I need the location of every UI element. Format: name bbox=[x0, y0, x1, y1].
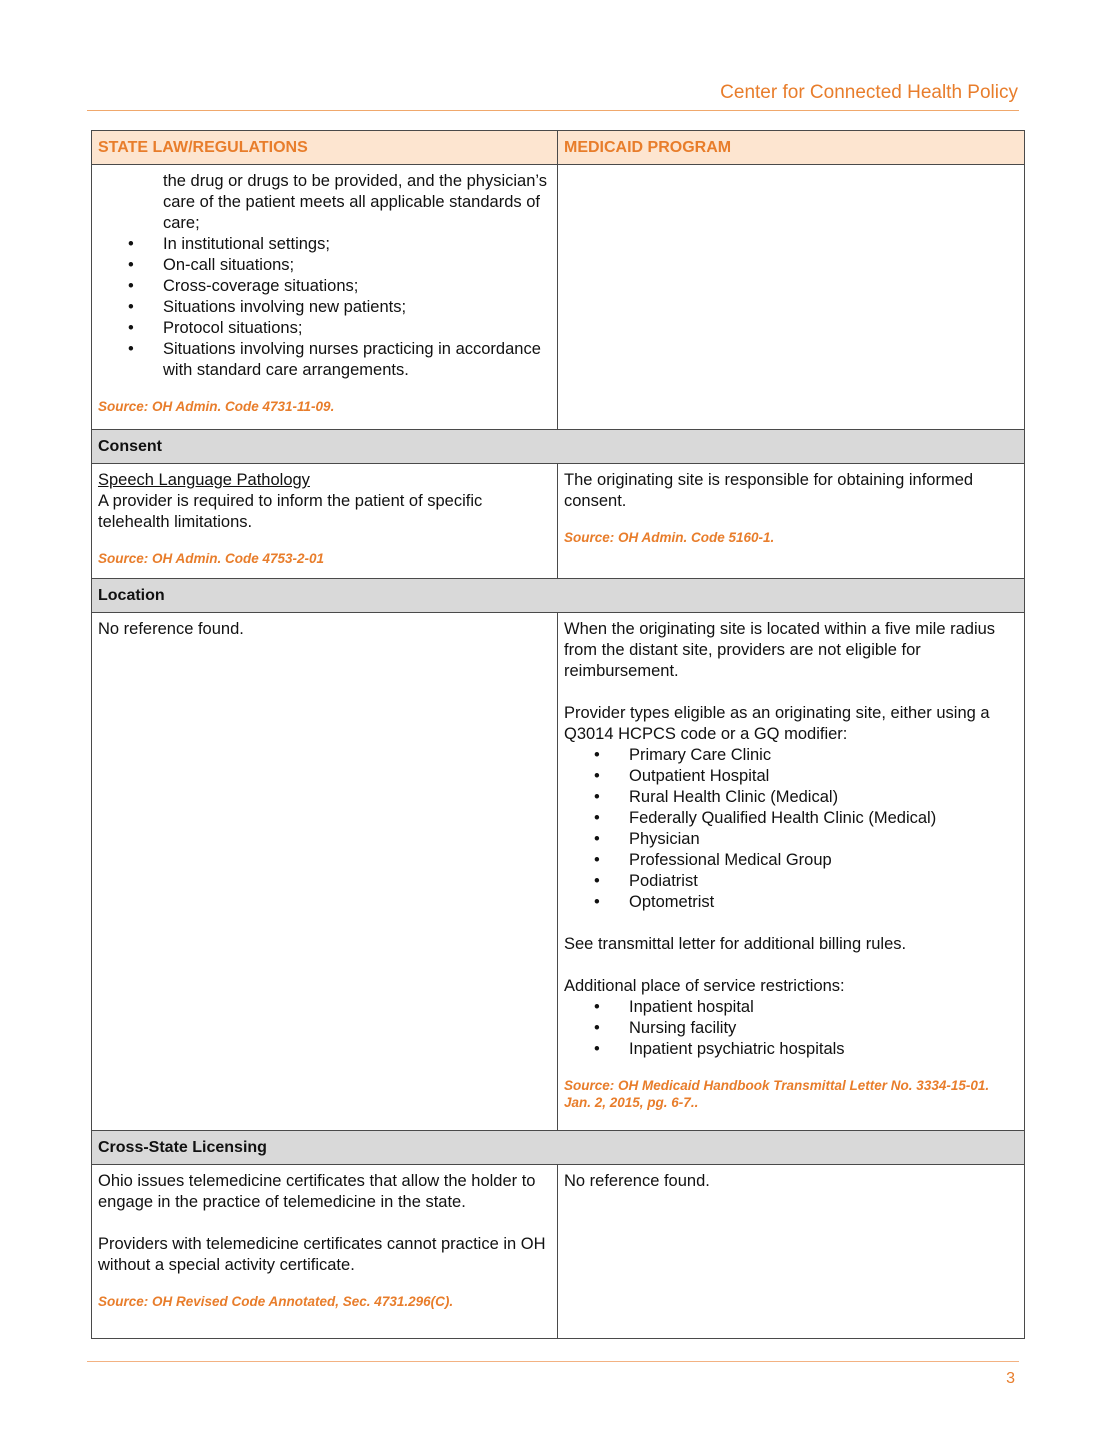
bullet-icon: • bbox=[128, 340, 134, 358]
bullet-icon: • bbox=[128, 298, 134, 316]
list-item: • Protocol situations; bbox=[128, 319, 303, 337]
bullet-icon: • bbox=[594, 767, 600, 785]
section-title: Location bbox=[92, 579, 1025, 613]
list-item: • In institutional settings; bbox=[128, 235, 330, 253]
state-law-cell bbox=[92, 613, 558, 1131]
state-law-cell bbox=[92, 1165, 558, 1339]
bullet-icon: • bbox=[594, 788, 600, 806]
page-number: 3 bbox=[1006, 1370, 1015, 1387]
body-text: The originating site is responsible for obtaining informed consent. bbox=[564, 471, 974, 510]
bullet-icon: • bbox=[594, 1040, 600, 1058]
bullet-icon: • bbox=[594, 809, 600, 827]
section-title: Cross-State Licensing bbox=[92, 1131, 1025, 1165]
bullet-list bbox=[98, 234, 551, 381]
body-text: No reference found. bbox=[564, 1172, 710, 1190]
list-item: • Outpatient Hospital bbox=[594, 767, 770, 785]
list-item: • Situations involving new patients; bbox=[128, 298, 407, 316]
medicaid-cell bbox=[558, 1165, 1025, 1339]
section-row-location bbox=[92, 579, 1025, 613]
list-item: • Inpatient psychiatric hospitals bbox=[594, 1040, 845, 1058]
source-citation: Source: OH Medicaid Handbook Transmittal Letter No. 3334-15-01. Jan. 2, 2015, pg. 6-7.. bbox=[564, 1078, 990, 1110]
list-item: • Federally Qualified Health Clinic (Medical) bbox=[594, 809, 937, 827]
list-item: • Situations involving nurses practicing in accordance with standard care arrangements. bbox=[128, 340, 541, 379]
bullet-icon: • bbox=[128, 256, 134, 274]
header-divider bbox=[87, 110, 1019, 111]
continuation-text: the drug or drugs to be provided, and the physician’s care of the patient meets all applicable standards of care; bbox=[163, 172, 548, 232]
restrictions-list bbox=[564, 997, 1018, 1060]
section-title: Consent bbox=[92, 430, 1025, 464]
list-item: • Cross-coverage situations; bbox=[128, 277, 359, 295]
state-law-cell bbox=[92, 165, 558, 430]
bullet-icon: • bbox=[594, 998, 600, 1016]
bullet-icon: • bbox=[594, 830, 600, 848]
list-item: • Nursing facility bbox=[594, 1019, 737, 1037]
list-item: • Rural Health Clinic (Medical) bbox=[594, 788, 839, 806]
table-row bbox=[92, 613, 1025, 1131]
bullet-icon: • bbox=[594, 872, 600, 890]
body-text: See transmittal letter for additional billing rules. bbox=[564, 935, 907, 953]
section-row-consent bbox=[92, 430, 1025, 464]
body-text: A provider is required to inform the patient of specific telehealth limitations. bbox=[98, 492, 483, 531]
section-row-cross-state-licensing bbox=[92, 1131, 1025, 1165]
provider-types-list bbox=[564, 745, 1018, 913]
list-item: • Podiatrist bbox=[594, 872, 698, 890]
medicaid-cell bbox=[558, 464, 1025, 579]
medicaid-cell bbox=[558, 165, 1025, 430]
body-text: Provider types eligible as an originating site, either using a Q3014 HCPCS code or a GQ modifier: bbox=[564, 704, 990, 743]
body-text: When the originating site is located within a five mile radius from the distant site, providers are not eligible for reimbursement. bbox=[564, 620, 996, 680]
list-item: • Professional Medical Group bbox=[594, 851, 832, 869]
list-item: • Optometrist bbox=[594, 893, 715, 911]
bullet-icon: • bbox=[594, 893, 600, 911]
source-citation: Source: OH Admin. Code 5160-1. bbox=[564, 530, 775, 545]
state-law-cell bbox=[92, 464, 558, 579]
table-row bbox=[92, 1165, 1025, 1339]
document-header-title: Center for Connected Health Policy bbox=[720, 82, 1018, 103]
policy-comparison-table bbox=[91, 130, 1025, 1339]
table-row bbox=[92, 464, 1025, 579]
list-item: • On-call situations; bbox=[128, 256, 295, 274]
column-header-state-law: STATE LAW/REGULATIONS bbox=[92, 131, 558, 165]
body-text: No reference found. bbox=[98, 620, 244, 638]
source-citation: Source: OH Admin. Code 4731-11-09. bbox=[98, 399, 335, 414]
bullet-icon: • bbox=[128, 277, 134, 295]
bullet-icon: • bbox=[594, 1019, 600, 1037]
bullet-icon: • bbox=[128, 319, 134, 337]
medicaid-cell bbox=[558, 613, 1025, 1131]
list-item: • Inpatient hospital bbox=[594, 998, 754, 1016]
table-row bbox=[92, 165, 1025, 430]
bullet-icon: • bbox=[594, 851, 600, 869]
table-header-row bbox=[92, 131, 1025, 165]
column-header-medicaid: MEDICAID PROGRAM bbox=[558, 131, 1025, 165]
list-item: • Physician bbox=[594, 830, 700, 848]
bullet-icon: • bbox=[594, 746, 600, 764]
list-item: • Primary Care Clinic bbox=[594, 746, 772, 764]
bullet-icon: • bbox=[128, 235, 134, 253]
body-text: Providers with telemedicine certificates cannot practice in OH without a special activity certificate. bbox=[98, 1235, 546, 1274]
source-citation: Source: OH Admin. Code 4753-2-01 bbox=[98, 551, 325, 566]
body-text: Additional place of service restrictions: bbox=[564, 977, 845, 995]
footer-divider bbox=[87, 1361, 1019, 1362]
subheading: Speech Language Pathology bbox=[98, 471, 310, 489]
body-text: Ohio issues telemedicine certificates that allow the holder to engage in the practice of telemedicine in the state. bbox=[98, 1172, 536, 1211]
source-citation: Source: OH Revised Code Annotated, Sec. 4731.296(C). bbox=[98, 1294, 454, 1309]
